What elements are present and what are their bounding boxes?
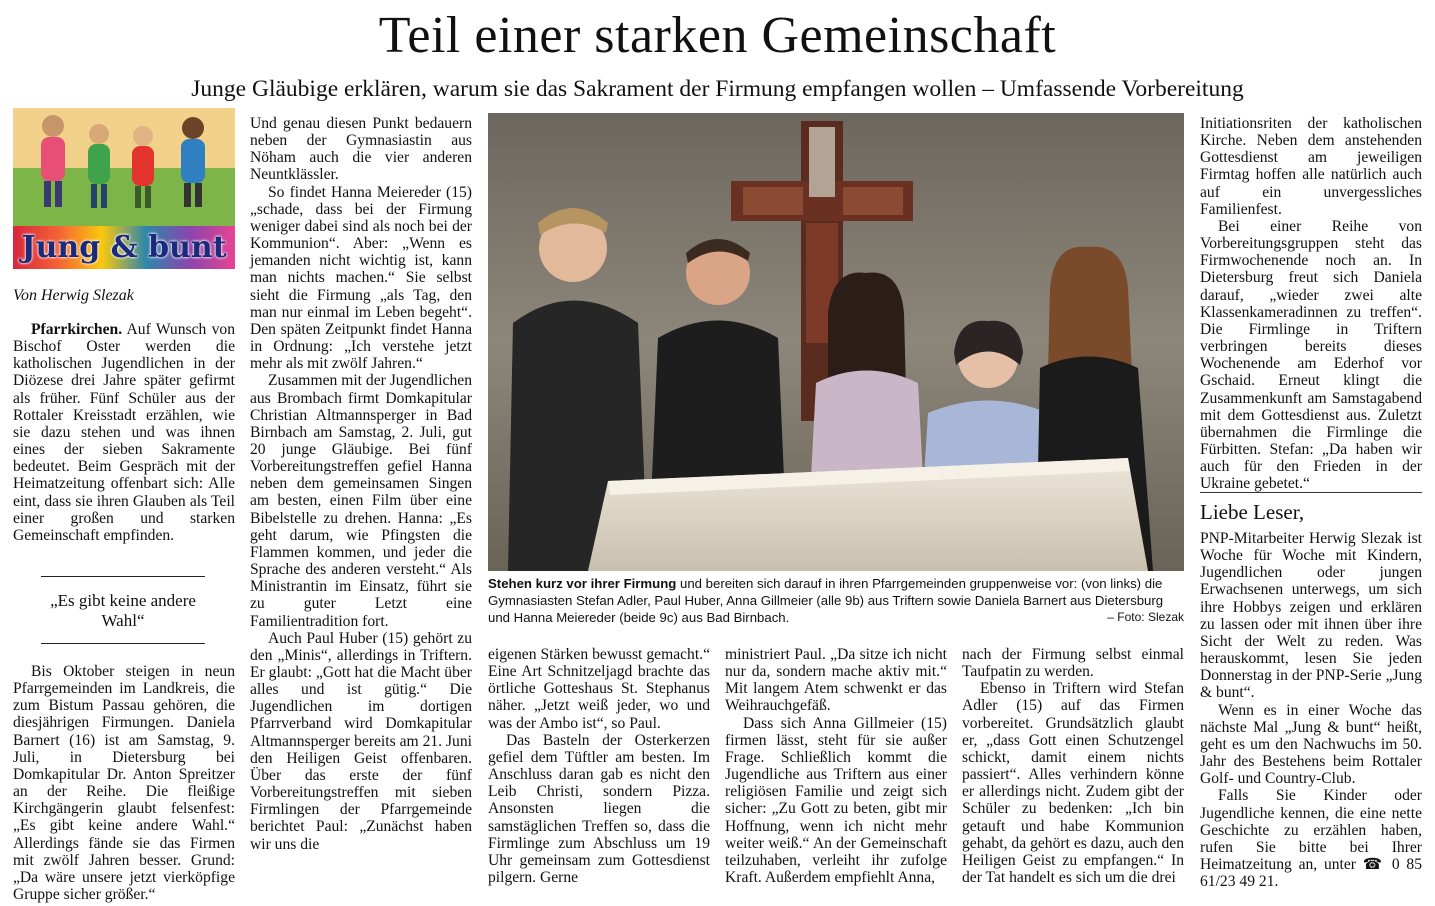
paragraph: PNP-Mitarbeiter Herwig Slezak ist Woche für Woche mit Kindern, Jugendlichen oder jungen Erwachsenen unterwegs, um sich ihre Hobbys zeigen und erklären zu lassen oder mit ihnen über ihre Sicht der Welt zu reden. Was herauskommt, lesen Sie jeden Donnerstag in der PNP-Serie „Jung & bunt“.: [1200, 530, 1422, 702]
paragraph: Auch Paul Huber (15) gehört zu den „Minis“, allerdings in Triftern. Er glaubt: „Gott hat die Macht über alles und ist gütig.“ Die Jugendlichen im dortigen Pfarrverband wird Domkapitular Altmannsperger bereits am 21. Juni den Heiligen Geist offenbaren. Über das erste der fünf Vorbereitungstreffen mit sieben Firmlingen der Pfarrgemeinde berichtet Paul: „Zunächst haben wir uns die: [250, 629, 472, 853]
paragraph: Das Basteln der Osterkerzen gefiel dem Tüftler am besten. Im Anschluss daran gab es nicht den Leib Christi, sondern Pizza. Ansonsten liegen die samstäglichen Treffen so, dass die Firmlinge zum Abschluss um 19 Uhr gemeinsam zum Gottesdienst pilgern. Gerne: [488, 731, 710, 887]
paragraph: Ebenso in Triftern wird Stefan Adler (15) auf das Firmen vorbereitet. Grundsätzlich glaubt er, „dass Gott einen Schutzengel schickt, damit einem nichts passiert“. Alles verhindern könne er allerdings nicht. Zudem gibt der Schüler zu bedenken: „Ich bin getauft und habe Kommunion gehabt, da gehört es dazu, auch den Heiligen Geist zu empfangen.“ In der Tat handelt es sich um die drei: [962, 680, 1184, 887]
paragraph: Bei einer Reihe von Vorbereitungsgruppen steht das Firmwochenende noch an. In Dietersburg freut sich Daniela darauf, „wieder zwei alte Klassenkameradinnen zu treffen“. Die Firmlinge in Triftern verbringen bereits dieses Wochenende am Ederhof vor Gschaid. Erneut klingt die Zusammenkunft am Samstagabend mit dem Gottesdienst aus. Zuletzt übernahmen die Firmlinge die Fürbitten. Stefan: „Da haben wir auch für den Frieden in der Ukraine gebetet.“: [1200, 217, 1422, 493]
dateline: Pfarrkirchen.: [31, 321, 123, 338]
article-column-3: [488, 646, 710, 886]
caption-lead: Stehen kurz vor ihrer Firmung: [488, 576, 677, 591]
paragraph: Falls Sie Kinder oder Jugendliche kennen, die eine nette Geschichte zu erzählen haben, rufen Sie bitte bei Ihrer Heimatzeitung an, unter ☎ 0 85 61/23 49 21.: [1200, 787, 1422, 891]
article-column-2: [250, 115, 472, 853]
paragraph: So findet Hanna Meiereder (15) „schade, dass bei der Firmung weniger dabei sind als noch bei der Kommunion“. Aber: „Wenn es jemanden nicht wichtig ist, kann man nichts machen.“ Sie selbst sieht die Firmung „als Tag, den man nur einmal im Leben begeht“. Den späten Zeitpunkt findet Hanna in Ordnung: „Ich verstehe jetzt mehr als mit zwölf Jahren.“: [250, 183, 472, 373]
article-column-6: [1200, 115, 1422, 492]
pull-quote: „Es gibt keine andere Wahl“: [41, 576, 205, 644]
jung-und-bunt-badge: [13, 108, 235, 269]
intro-paragraph: [13, 321, 235, 544]
paragraph: Zusammen mit der Jugendlichen aus Brombach firmt Domkapitular Christian Altmannsperger in Bad Birnbach am Samstag, 2. Juli, gut 20 junge Gläubige. Bei fünf Vorbereitungstreffen gefiel Hanna neben dem gemeinsamen Singen am besten, einen Film über eine Bibelstelle zu drehen. Hanna: „Es geht darum, wie Pfingsten die Flammen kommen, und jeder die Sprache des anderen versteht.“ Als Ministrantin im Einsatz, führt sie zu guter Letzt eine Familientradition fort.: [250, 372, 472, 630]
paragraph: Wenn es in einer Woche das nächste Mal „Jung & bunt“ heißt, geht es um den Nachwuchs im 50. Jahr des Bestehens beim Rottaler Golf- und Country-Club.: [1200, 701, 1422, 788]
article-column-4: [725, 646, 947, 886]
photo-caption: [488, 575, 1184, 626]
caption-text: und bereiten sich darauf in ihren Pfarrgemeinden gruppenweise vor: (von links) die Gymnasiasten Stefan Adler, Paul Huber, Anna Gillmeier (alle 9b) aus Triftern sowie Daniela Barnert aus Dietersburg und Hanna Meiereder (beide 9c) aus Bad Birnbach.: [488, 576, 1164, 625]
subheadline: Junge Gläubige erklären, warum sie das Sakrament der Firmung empfangen wollen – Umfassende Vorbereitung: [191, 76, 1244, 102]
paragraph: ministriert Paul. „Da sitze ich nicht nur da, sondern mache aktiv mit.“ Mit langem Atem schwenkt er das Weihrauchgefäß.: [725, 646, 947, 715]
leser-heading: Liebe Leser,: [1200, 500, 1305, 524]
paragraph: eigenen Stärken bewusst gemacht.“ Eine Art Schnitzeljagd brachte das örtliche Gotteshaus St. Stephanus näher. „Jetzt weiß jeder, wo und was der Ambo ist“, so Paul.: [488, 646, 710, 732]
main-photo: [488, 113, 1184, 571]
photo-credit: – Foto: Slezak: [1107, 610, 1184, 624]
group-photo-illustration: [488, 113, 1184, 571]
leser-box: [1200, 530, 1422, 890]
paragraph: Bis Oktober steigen in neun Pfarrgemeinden im Landkreis, die zum Bistum Passau gehören, die diesjährigen Firmungen. Daniela Barnert (16) ist am Samstag, 9. Juli, in Dietersburg bei Domkapitular Dr. Anton Spreitzer an der Reihe. Die fleißige Kirchgängerin glaubt felsenfest: „Es gibt keine andere Wahl.“ Allerdings fände sie das Firmen mit zwölf Jahren besser. Grund: „Da wäre unsere jetzt vierköpfige Gruppe sicher größer.“: [13, 663, 235, 904]
byline: Von Herwig Slezak: [13, 287, 134, 304]
paragraph: nach der Firmung selbst einmal Taufpatin zu werden.: [962, 646, 1184, 681]
paragraph: Dass sich Anna Gillmeier (15) firmen lässt, steht für sie außer Frage. Schließlich kommt die Jugendliche aus Triftern aus einer religiösen Familie und zeigt sich sicher: „Zu Gott zu beten, gibt mir Hoffnung, wenn ich nicht mehr weiter weiß.“ An der Gemeinschaft teilzuhaben, verleiht ihr zufolge Kraft. Außerdem empfiehlt Anna,: [725, 714, 947, 887]
badge-title: Jung & bunt: [13, 226, 235, 269]
article-column-1-continued: [13, 663, 235, 903]
intro-text: Auf Wunsch von Bischof Oster werden die katholischen Jugendlichen in der Diözese drei Jahre später gefirmt als früher. Fünf Schüler aus der Rottaler Kreisstadt erzählen, wie sie dazu stehen und was ihnen eines der sieben Sakramente bedeutet. Beim Gespräch mit der Heimatzeitung offenbart sich: Alle eint, dass sie ihren Glauben als Teil einer großen und starken Gemeinschaft empfinden.: [13, 321, 235, 544]
section-divider: [1200, 492, 1422, 493]
paragraph: Und genau diesen Punkt bedauern neben der Gymnasiastin aus Nöham auch die vier anderen Neuntklässler.: [250, 115, 472, 184]
paragraph: Initiationsriten der katholischen Kirche. Neben dem anstehenden Gottesdienst am jeweiligen Firmtag hoffen alle natürlich auch auf ein unvergessliches Familienfest.: [1200, 115, 1422, 218]
article-intro: [13, 321, 235, 544]
headline: Teil einer starken Gemeinschaft: [378, 7, 1057, 64]
article-column-5: [962, 646, 1184, 886]
